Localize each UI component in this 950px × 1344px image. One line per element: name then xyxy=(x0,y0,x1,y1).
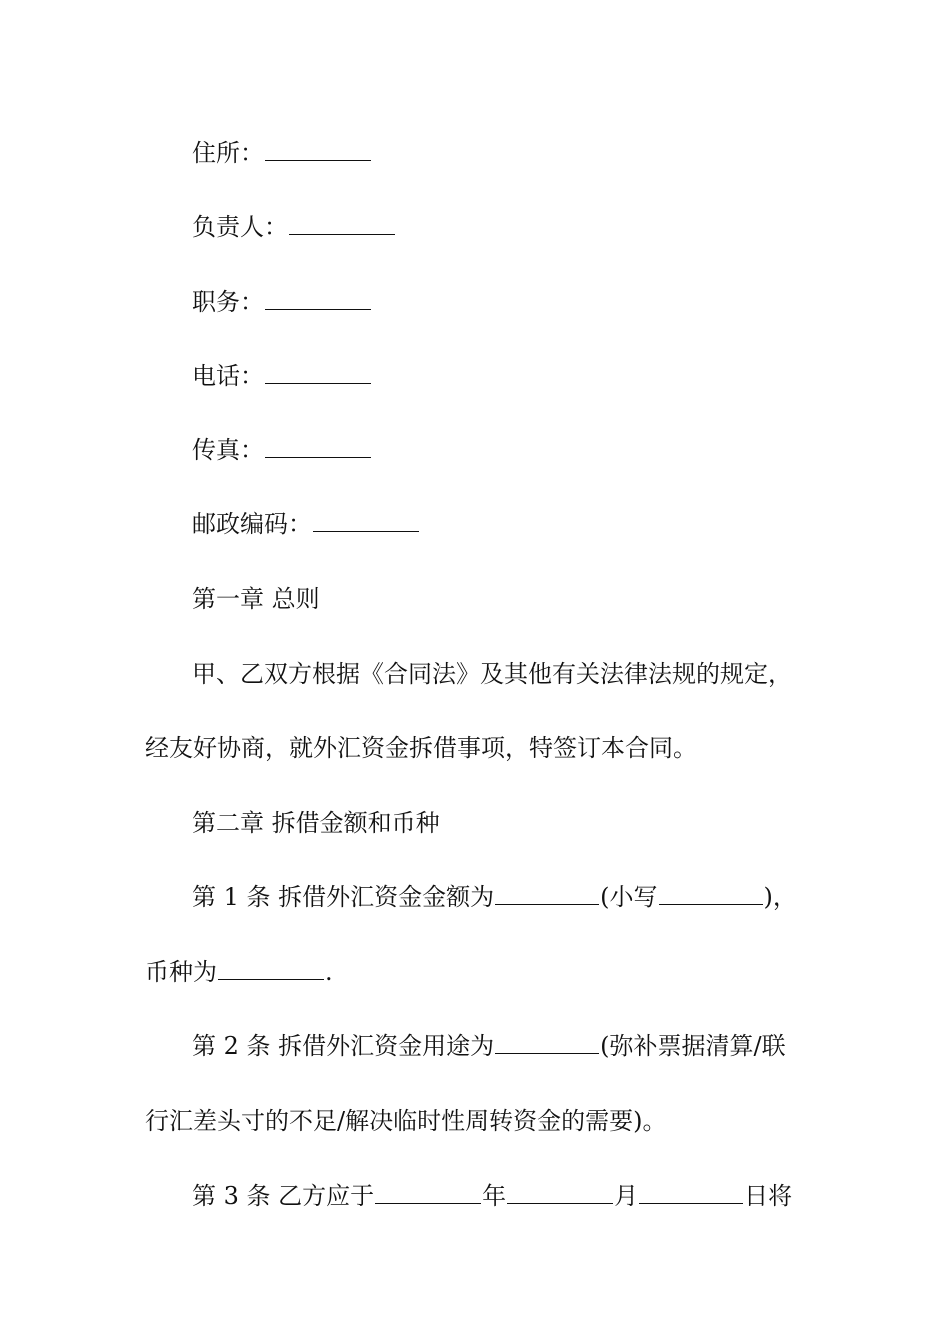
postcode-label: 邮政编码： xyxy=(192,510,312,538)
year-blank[interactable] xyxy=(375,1183,481,1204)
article1-tail: )， xyxy=(763,883,797,911)
phone-blank[interactable] xyxy=(265,363,371,384)
phone-label: 电话： xyxy=(192,362,264,390)
article2-line2: 行汇差头寸的不足/解决临时性周转资金的需要)。 xyxy=(145,1107,667,1135)
postcode-blank[interactable] xyxy=(313,511,419,532)
responsible-line xyxy=(192,212,396,242)
postcode-line xyxy=(192,509,420,539)
chapter1-title: 第一章 总则 xyxy=(192,585,320,613)
month-label: 月 xyxy=(614,1182,639,1210)
article2-text: 第 2 条 拆借外汇资金用途为 xyxy=(192,1032,495,1060)
article2-line1 xyxy=(192,1031,786,1061)
fax-blank[interactable] xyxy=(265,437,371,458)
chapter1-paragraph-line2: 经友好协商，就外汇资金拆借事项，特签订本合同。 xyxy=(145,734,697,762)
article1-text: 第 1 条 拆借外汇资金金额为 xyxy=(192,883,495,911)
chapter1-paragraph-line1: 甲、乙双方根据《合同法》及其他有关法律法规的规定， xyxy=(192,660,792,688)
amount-lowercase-blank[interactable] xyxy=(659,884,763,905)
month-blank[interactable] xyxy=(507,1183,613,1204)
year-label: 年 xyxy=(482,1182,507,1210)
position-blank[interactable] xyxy=(265,289,371,310)
fax-label: 传真： xyxy=(192,436,264,464)
address-line xyxy=(192,138,372,168)
article2-options: (弥补票据清算/联 xyxy=(600,1032,786,1060)
day-tail: 日将 xyxy=(744,1182,793,1210)
article1-line1 xyxy=(192,882,797,912)
phone-line xyxy=(192,361,372,391)
article3-line1 xyxy=(192,1181,792,1211)
day-blank[interactable] xyxy=(639,1183,743,1204)
purpose-blank[interactable] xyxy=(495,1033,599,1054)
fax-line xyxy=(192,435,372,465)
address-label: 住所： xyxy=(192,139,264,167)
currency-period: . xyxy=(325,958,333,986)
responsible-label: 负责人： xyxy=(192,213,288,241)
address-blank[interactable] xyxy=(265,140,371,161)
article3-text: 第 3 条 乙方应于 xyxy=(192,1182,375,1210)
position-line xyxy=(192,287,372,317)
chapter2-title: 第二章 拆借金额和币种 xyxy=(192,809,440,837)
article1-lowercase-label: (小写 xyxy=(600,883,658,911)
currency-blank[interactable] xyxy=(218,959,324,980)
article1-line2 xyxy=(145,957,333,987)
position-label: 职务： xyxy=(192,288,264,316)
amount-blank[interactable] xyxy=(495,884,599,905)
responsible-blank[interactable] xyxy=(289,214,395,235)
currency-label: 币种为 xyxy=(145,958,217,986)
